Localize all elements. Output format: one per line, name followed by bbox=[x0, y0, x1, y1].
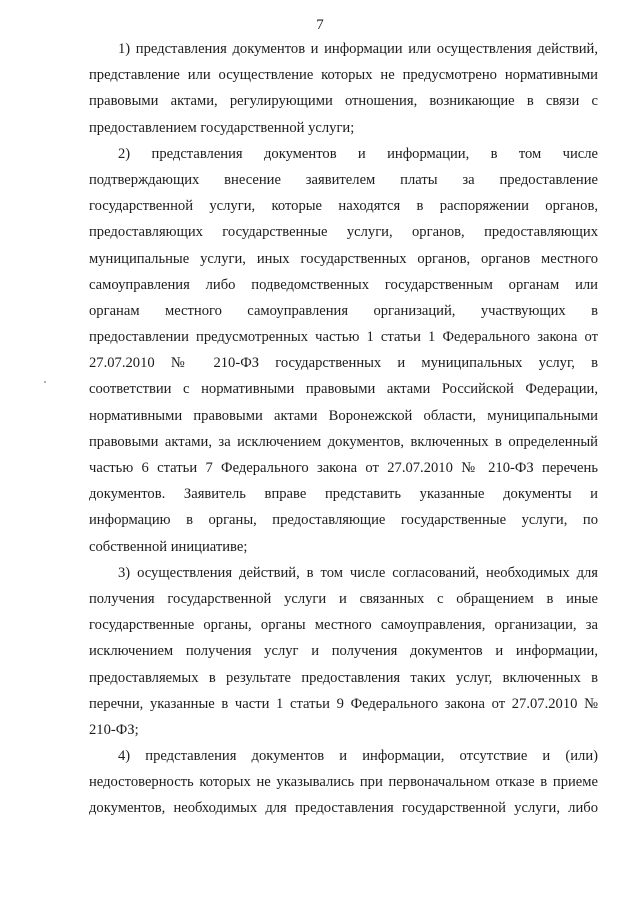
text-line: представление или осуществление которых не предусмотрено нормативными bbox=[89, 67, 598, 84]
text-line: собственной инициативе; bbox=[89, 538, 248, 555]
text-line: соответствии с нормативными правовыми актами Российской Федерации, bbox=[89, 381, 598, 398]
text-line: документов, необходимых для предоставления государственной услуги, либо bbox=[89, 800, 598, 817]
text-line: нормативными правовыми актами Воронежской области, муниципальными bbox=[89, 407, 598, 424]
text-line: правовыми актами, за исключением документов, включенных в определенный bbox=[89, 433, 598, 450]
text-line: 3) осуществления действий, в том числе согласований, необходимых для bbox=[118, 564, 598, 581]
text-line: государственные органы, органы местного самоуправления, организации, за bbox=[89, 617, 598, 634]
text-line: частью 6 статьи 7 Федерального закона от 27.07.2010 № 210-ФЗ перечень bbox=[89, 460, 598, 476]
text-line: исключением получения услуг и получения документов и информации, bbox=[89, 643, 598, 660]
text-line: 4) представления документов и информации, отсутствие и (или) bbox=[118, 748, 598, 765]
text-line: предоставлением государственной услуги; bbox=[89, 119, 355, 136]
paragraph-2 bbox=[89, 141, 598, 560]
text-line: 1) представления документов и информации или осуществления действий, bbox=[118, 41, 598, 57]
scan-artifact-dot bbox=[44, 381, 46, 383]
text-line: 27.07.2010 № 210-ФЗ государственных и муниципальных услуг, в bbox=[89, 355, 598, 372]
text-line: муниципальные услуги, иных государственных органов, органов местного bbox=[89, 250, 598, 267]
text-line: 2) представления документов и информации, в том числе bbox=[118, 145, 598, 162]
text-line: органам местного самоуправления организаций, участвующих в bbox=[89, 302, 598, 319]
text-line: информацию в органы, предоставляющие государственные услуги, по bbox=[89, 512, 598, 529]
text-line: предоставляющих государственные услуги, органов, предоставляющих bbox=[89, 224, 598, 241]
text-line: государственной услуги, которые находятся в распоряжении органов, bbox=[89, 198, 598, 215]
text-line: правовыми актами, регулирующими отношения, возникающие в связи с bbox=[89, 93, 598, 110]
text-line: документов. Заявитель вправе представить указанные документы и bbox=[89, 486, 598, 503]
text-line: подтверждающих внесение заявителем платы за предоставление bbox=[89, 171, 598, 188]
text-line: получения государственной услуги и связанных с обращением в иные bbox=[89, 590, 598, 607]
paragraph-3 bbox=[89, 560, 598, 743]
document-body bbox=[89, 36, 598, 822]
paragraph-1 bbox=[89, 36, 598, 141]
text-line: 210-ФЗ; bbox=[89, 721, 139, 738]
page-number: 7 bbox=[316, 17, 324, 33]
text-line: самоуправления либо подведомственных государственным органам или bbox=[89, 276, 598, 293]
text-line: перечни, указанные в части 1 статьи 9 Федерального закона от 27.07.2010 № bbox=[89, 695, 598, 712]
text-line: предоставлении предусмотренных частью 1 статьи 1 Федерального закона от bbox=[89, 329, 598, 346]
text-line: предоставляемых в результате предоставления таких услуг, включенных в bbox=[89, 669, 598, 686]
text-line: недостоверность которых не указывались при первоначальном отказе в приеме bbox=[89, 774, 598, 791]
paragraph-4 bbox=[89, 743, 598, 822]
